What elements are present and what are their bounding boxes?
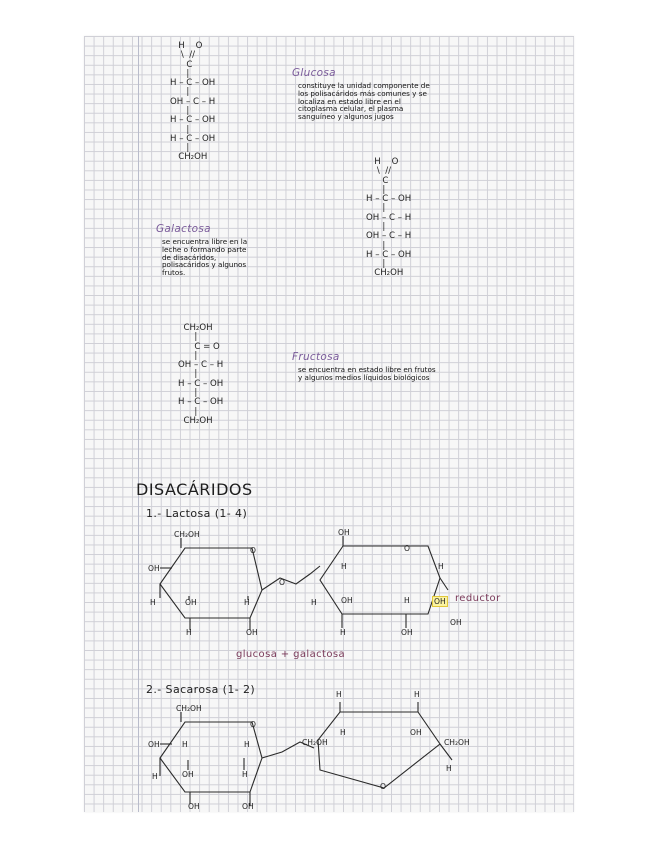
glucose-structure: H O \ // C | H – C – OH | OH – C – H | H – C – OH | H – C – OH | CH₂OH bbox=[170, 41, 216, 163]
lactose-label: OH bbox=[148, 564, 160, 573]
sucrose-label: H bbox=[152, 772, 158, 781]
lactose-label: H bbox=[340, 628, 346, 637]
sucrose-glucose-ring bbox=[160, 722, 262, 792]
sucrose-label: H bbox=[336, 690, 342, 699]
glucose-description: constituye la unidad componente de los polisacáridos más comunes y se localiza en estado libre en el citoplasma celular, el plasma sanguíneo y algunos jugos bbox=[298, 81, 430, 122]
sucrose-title: 2.- Sacarosa (1- 2) bbox=[146, 683, 256, 696]
sucrose-label: H bbox=[242, 770, 248, 779]
galactose-structure: H O \ // C | H – C – OH | OH – C – H | OH – C – H | H – C – OH | CH₂OH bbox=[366, 157, 412, 279]
lactose-label: H bbox=[404, 596, 410, 605]
lactose-label: H bbox=[150, 598, 156, 607]
sucrose-label: H bbox=[414, 690, 420, 699]
lactose-label: H bbox=[186, 628, 192, 637]
fructose-name: Fructosa bbox=[292, 351, 340, 363]
sucrose-label: OH bbox=[188, 802, 200, 811]
reducing-oh-highlight: OH bbox=[434, 597, 446, 606]
lactose-label: H bbox=[438, 562, 444, 571]
sucrose-label: OH bbox=[242, 802, 254, 811]
sucrose-fructose-ring bbox=[318, 712, 440, 788]
lactose-label: OH bbox=[341, 596, 353, 605]
sucrose-label: OH bbox=[148, 740, 160, 749]
fructose-description: se encuentra en estado libre en frutos y algunos medios líquidos biológicos bbox=[298, 365, 436, 382]
lactose-label: OH bbox=[338, 528, 350, 537]
lactose-title: 1.- Lactosa (1- 4) bbox=[146, 507, 248, 520]
lactose-label: CH₂OH bbox=[174, 530, 200, 539]
galactose-name: Galactosa bbox=[156, 223, 211, 235]
sucrose-label: CH₂OH bbox=[302, 738, 328, 747]
sucrose-label: OH bbox=[182, 770, 194, 779]
sucrose-label: H bbox=[340, 728, 346, 737]
galactose-description: se encuentra libre en la leche o formando parte de disacáridos, polisacáridos y algunos frutos. bbox=[162, 237, 248, 278]
lactose-glucose-ring bbox=[160, 548, 262, 618]
lactose-label: O bbox=[250, 546, 256, 555]
lactose-label: O bbox=[279, 578, 285, 587]
lactose-glycosidic-bond bbox=[262, 566, 320, 590]
glucose-name: Glucosa bbox=[292, 67, 336, 79]
sucrose-label: CH₂OH bbox=[444, 738, 470, 747]
lactose-label: OH bbox=[450, 618, 462, 627]
sucrose-label: OH bbox=[410, 728, 422, 737]
lactose-label: H bbox=[341, 562, 347, 571]
lactose-label: OH bbox=[246, 628, 258, 637]
lactose-label: O bbox=[404, 544, 410, 553]
lactose-galactose-ring bbox=[320, 546, 440, 614]
lactose-label: OH bbox=[401, 628, 413, 637]
disaccharides-heading: DISACÁRIDOS bbox=[136, 480, 253, 499]
sucrose-label: H bbox=[182, 740, 188, 749]
lactose-label: H bbox=[311, 598, 317, 607]
lactose-label: H bbox=[244, 598, 250, 607]
sucrose-label: O bbox=[380, 782, 386, 791]
fructose-structure: CH₂OH | C = O | OH – C – H | H – C – OH | H – C – OH | CH₂OH bbox=[178, 323, 224, 426]
sucrose-label: H bbox=[446, 764, 452, 773]
lactose-label: OH bbox=[185, 598, 197, 607]
sucrose-label: CH₂OH bbox=[176, 704, 202, 713]
sucrose-label: O bbox=[250, 720, 256, 729]
sucrose-label: H bbox=[244, 740, 250, 749]
reducing-note: reductor bbox=[455, 593, 501, 604]
lactose-composition: glucosa + galactosa bbox=[236, 649, 346, 660]
